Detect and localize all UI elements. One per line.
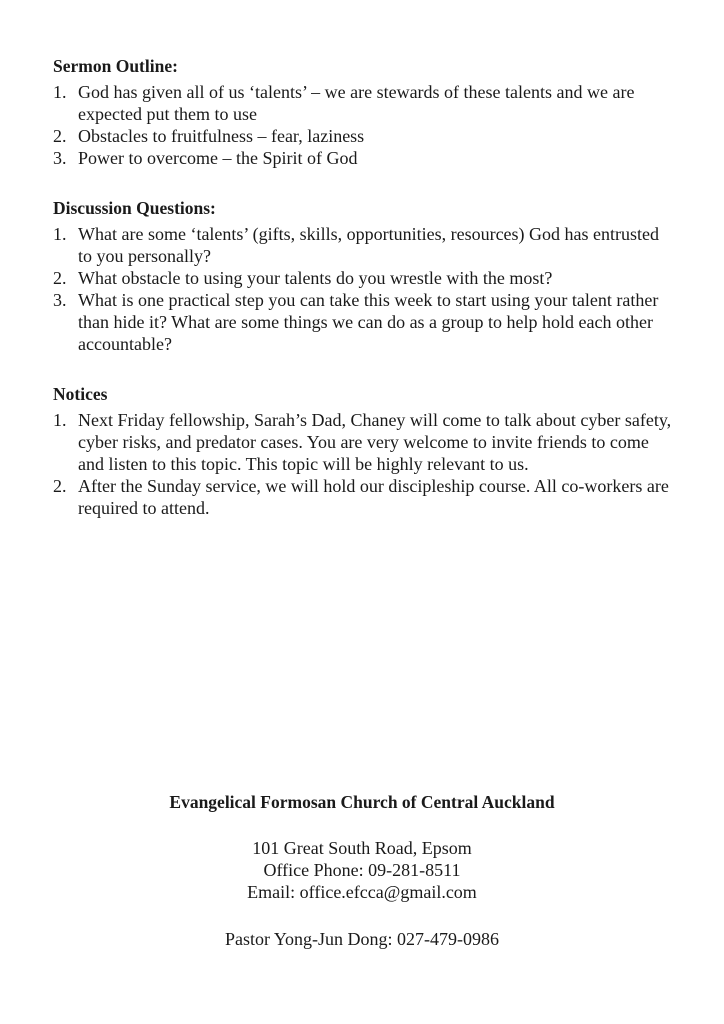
sermon-outline-heading: Sermon Outline: <box>53 56 178 76</box>
list-item <box>53 409 673 475</box>
discussion-questions-list <box>53 223 673 355</box>
list-item <box>53 289 673 355</box>
list-text: What are some ‘talents’ (gifts, skills, opportunities, resources) God has entrusted to you personally? <box>78 224 660 266</box>
list-item <box>53 475 673 519</box>
list-number: 1. <box>53 224 67 244</box>
list-text: After the Sunday service, we will hold our discipleship course. All co-workers are required to attend. <box>78 476 669 518</box>
office-phone: Office Phone: 09-281-8511 <box>263 860 461 880</box>
list-item <box>53 81 673 125</box>
list-item <box>53 125 673 147</box>
list-number: 2. <box>53 476 67 496</box>
footer-pastor <box>0 928 724 950</box>
list-item <box>53 267 673 289</box>
notices-list <box>53 409 673 519</box>
notices-heading: Notices <box>53 384 108 404</box>
sermon-outline-section <box>53 55 673 169</box>
email: Email: office.efcca@gmail.com <box>247 882 477 902</box>
list-text: God has given all of us ‘talents’ – we are stewards of these talents and we are expected put them to use <box>78 82 635 124</box>
list-number: 3. <box>53 290 67 310</box>
list-text: Power to overcome – the Spirit of God <box>78 148 358 168</box>
list-number: 1. <box>53 82 67 102</box>
discussion-questions-heading: Discussion Questions: <box>53 198 216 218</box>
list-number: 2. <box>53 268 67 288</box>
organization-name: Evangelical Formosan Church of Central Auckland <box>169 792 555 812</box>
list-item <box>53 147 673 169</box>
list-text: What is one practical step you can take this week to start using your talent rather than hide it? What are some things we can do as a group to help hold each other accountable? <box>78 290 659 354</box>
list-text: Obstacles to fruitfulness – fear, laziness <box>78 126 365 146</box>
list-text: Next Friday fellowship, Sarah’s Dad, Chaney will come to talk about cyber safety, cyber risks, and predator cases. You are very welcome to invite friends to come and listen to this topic. This topic will be highly relevant to us. <box>78 410 672 474</box>
list-item <box>53 223 673 267</box>
list-number: 3. <box>53 148 67 168</box>
address: 101 Great South Road, Epsom <box>252 838 472 858</box>
list-number: 1. <box>53 410 67 430</box>
discussion-questions-section <box>53 197 673 355</box>
sermon-outline-list <box>53 81 673 169</box>
list-number: 2. <box>53 126 67 146</box>
footer-organization <box>0 791 724 813</box>
notices-section <box>53 383 673 519</box>
footer-contact <box>0 837 724 903</box>
pastor-contact: Pastor Yong-Jun Dong: 027-479-0986 <box>224 929 500 949</box>
list-text: What obstacle to using your talents do you wrestle with the most? <box>78 268 553 288</box>
